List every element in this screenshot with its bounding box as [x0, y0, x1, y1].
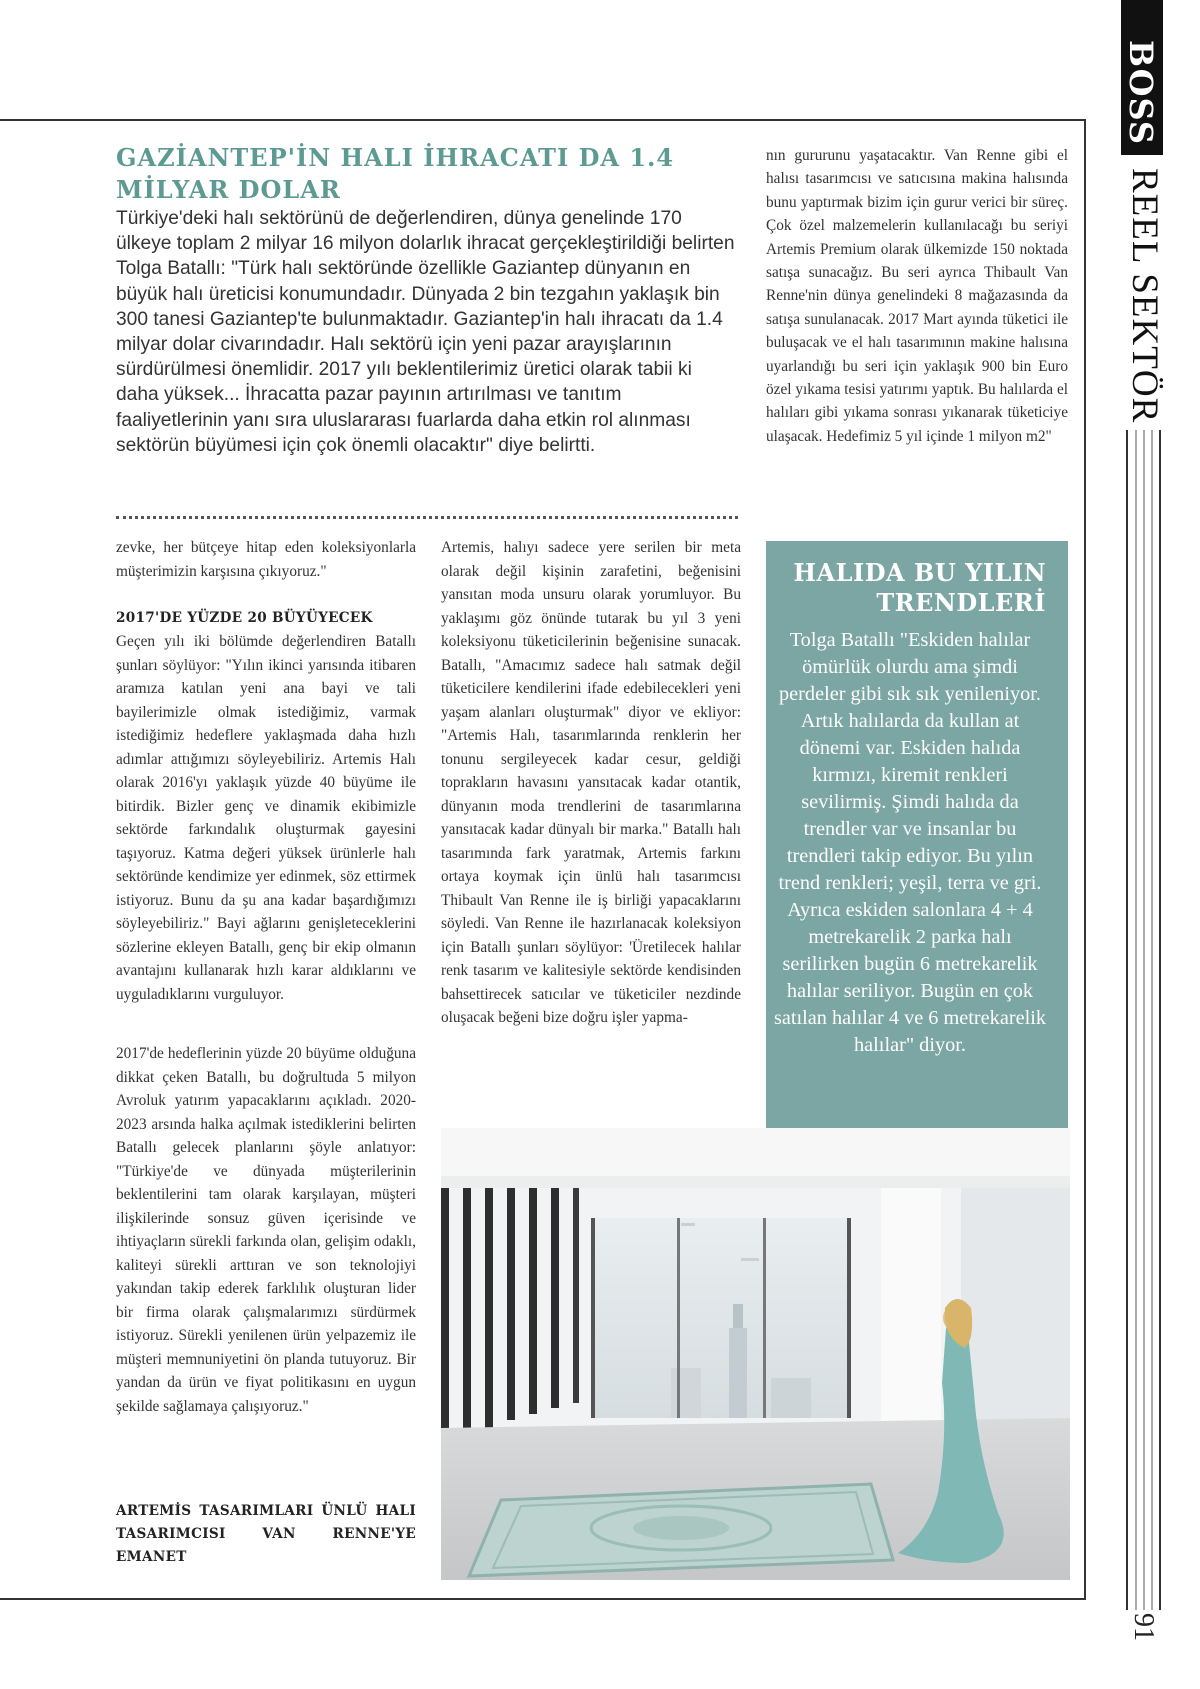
- article-headline: GAZİANTEP'İN HALI İHRACATI DA 1.4 MİLYAR DOLAR: [116, 143, 675, 204]
- column-2-body: Artemis, halıyı sadece yere serilen bir meta olarak değil kişinin zarafetini, beğenisini yansıtan moda unsuru olarak yorumluyor. Bu yaklaşımı göz önünde tutarak bu yıl 3 yeni koleksiyonu tüketicilerinin beğenisine sunacak. Batallı, "Amacımız sadece halı satmak değil tüketicilere kendilerini ifade edebilecekleri yeni yaşam alanları oluşturmak" diyor ve ekliyor: "Artemis Halı, tasarımlarında renklerin her tonunu sergileyecek kadar cesur, geldiği toprakların havasını yansıtacak kadar otantik, dünyanın moda trendlerini de tasarımlarına yansıtacak kadar dünyalı bir marka." Batallı halı tasarımında fark yaratmak, Artemis farkını ortaya koymak için ünlü halı tasarımcısı Thibault Van Renne ile iş birliği yapacaklarını söyledi. Van Renne ile hazırlanacak koleksiyon için Batallı şunları söylüyor: 'Üretilecek halılar renk tasarım ve kalitesiyle sektörde kendisinden bahsettirecek satıcılar ve tüketiciler nezdinde oluşacak beğeni bize doğru işler yapma-: [441, 539, 741, 1026]
- page-number: 91: [1128, 1613, 1159, 1641]
- brand-logo: BOSS: [1122, 40, 1160, 146]
- subhead-van-renne: ARTEMİS TASARIMLARI ÜNLÜ HALI TASARIMCISI VAN RENNE'YE EMANET: [116, 1503, 416, 1565]
- column-1-body-1: Geçen yılı iki bölümde değerlendiren Batallı şunları söylüyor: "Yılın ikinci yarısında itibaren aramıza katılan yeni ana bayi ve tali bayilerimizle olmak istediğimiz, varmak istediğimiz hedeflere yaklaşmada daha hızlı adımlar attığımızı söyleyebiliriz. Artemis Halı olarak 2016'yı yaklaşık yüzde 40 büyüme ile bitirdik. Bizler genç ve dinamik ekibimizle sektörde farkındalık oluşturmak gayesini taşıyoruz. Katma değeri yüksek ürünlerle halı sektöründe kendimize yer edinmek, söz ettirmek istiyoruz. Bunu da şu ana kadar başardığımızı söyleyebiliriz." Bayi ağlarını genişleteceklerini sözlerine ekleyen Batallı, genç bir ekip olmanın avantajını kullanarak hızlı karar aldıklarını ve uyguladıklarını vurguluyor.: [116, 633, 416, 1003]
- column-1-body-2: 2017'de hedeflerinin yüzde 20 büyüme olduğuna dikkat çeken Batallı, bu doğrultuda 5 milyon Avroluk yatırım yapacaklarını açıkladı. 2020-2023 arsında halka açılmak istediklerini belirten Batallı gelecek planlarını şöyle anlatıyor: "Türkiye'de ve dünyada müşterilerinin beklentilerini tam olarak karşılayan, müşteri ilişkilerinde sonsuz güven içerisinde ve ihtiyaçların sürekli farkında olan, gelişim odaklı, kaliteyi sürekli arttıran ve son teknolojiyi yakından takip ederek farklılık oluşturan lider bir firma olarak çalışmalarımızı sürdürmek istiyoruz. Sürekli yenilenen ürün yelpazemiz ile müşteri memnuniyetini ön planda tutuyoruz. Bir yandan da ürün ve fiyat politikasını en uygun şekilde sağlamaya çalışıyoruz.": [116, 1045, 416, 1415]
- dotted-divider: [116, 516, 738, 519]
- section-title: REEL SEKTÖR: [1124, 168, 1165, 424]
- column-1-intro: zevke, her bütçeye hitap eden koleksiyonlarla müşterimizin karşısına çıkıyoruz.": [116, 539, 416, 580]
- right-rule: [1084, 119, 1086, 1600]
- callout-title: HALIDA BU YILIN TRENDLERİ: [793, 558, 1046, 617]
- subhead-growth: 2017'DE YÜZDE 20 BÜYÜYECEK: [116, 610, 373, 626]
- top-rule: [0, 119, 1086, 121]
- interior-photo: [441, 1128, 1070, 1580]
- top-right-column: nın gururunu yaşatacaktır. Van Renne gibi el halısı tasarımcısı ve satıcısına makina halısında bunu yaptırmak bizim için gurur verici bir süreç. Çok özel malzemelerin kullanılacağı bu seriyi Artemis Premium olarak ülkemizde 150 noktada satışa sunacağız. Bu seri ayrıca Thibault Van Renne'nin dünya genelindeki 8 mağazasında da satışa sunulanacak. 2017 Mart ayında tüketici ile buluşacak ve el halı tasarımının makine halısına uyarlandığı bu seri için yaklaşık 900 bin Euro özel yıkama tesisi yatırımı yaptık. Bu halılarda el halıları gibi yıkama sonrası yıkanarak tüketiciye ulaşacak. Hedefimiz 5 yıl içinde 1 milyon m2": [766, 147, 1068, 445]
- bottom-rule: [0, 1598, 1086, 1600]
- side-stripes: [1124, 430, 1164, 1610]
- callout-body: Tolga Batallı "Eskiden halılar ömürlük olurdu ama şimdi perdeler gibi sık sık yenileniyor. Artık halılarda da kullan at dönemi var. Eskiden halıda kırmızı, kiremit renkleri sevilirmiş. Şimdi halıda da trendler var ve insanlar bu trendleri takip ediyor. Bu yılın trend renkleri; yeşil, terra ve gri. Ayrıca eskiden salonlara 4 + 4 metrekarelik 2 parka halı serilirken bugün 6 metrekarelik halılar seriliyor. Bugün en çok satılan halılar 4 ve 6 metrekarelik halılar" diyor.: [774, 629, 1046, 1056]
- article-lead: Türkiye'deki halı sektörünü de değerlendiren, dünya genelinde 170 ülkeye toplam 2 milyar 16 milyon dolarlık ihracat gerçekleştirildiği belirten Tolga Batallı: "Türk halı sektöründe özellikle Gaziantep dünyanın en büyük halı üreticisi konumundadır. Dünyada 2 bin tezgahın yaklaşık bin 300 tanesi Gaziantep'te bulunmaktadır. Gaziantep'in halı ihracatı da 1.4 milyar dolar civarındadır. Halı sektörü için yeni pazar arayışlarının sürdürülmesi önemlidir. 2017 yılı beklentilerimiz üretici olarak tabii ki daha yüksek... İhracatta pazar payının artırılması ve tanıtım faaliyetlerinin yanı sıra uluslararası fuarlarda daha etkin rol alınması sektörün büyümesi için çok önemli olacaktır" diye belirtti.: [116, 208, 735, 456]
